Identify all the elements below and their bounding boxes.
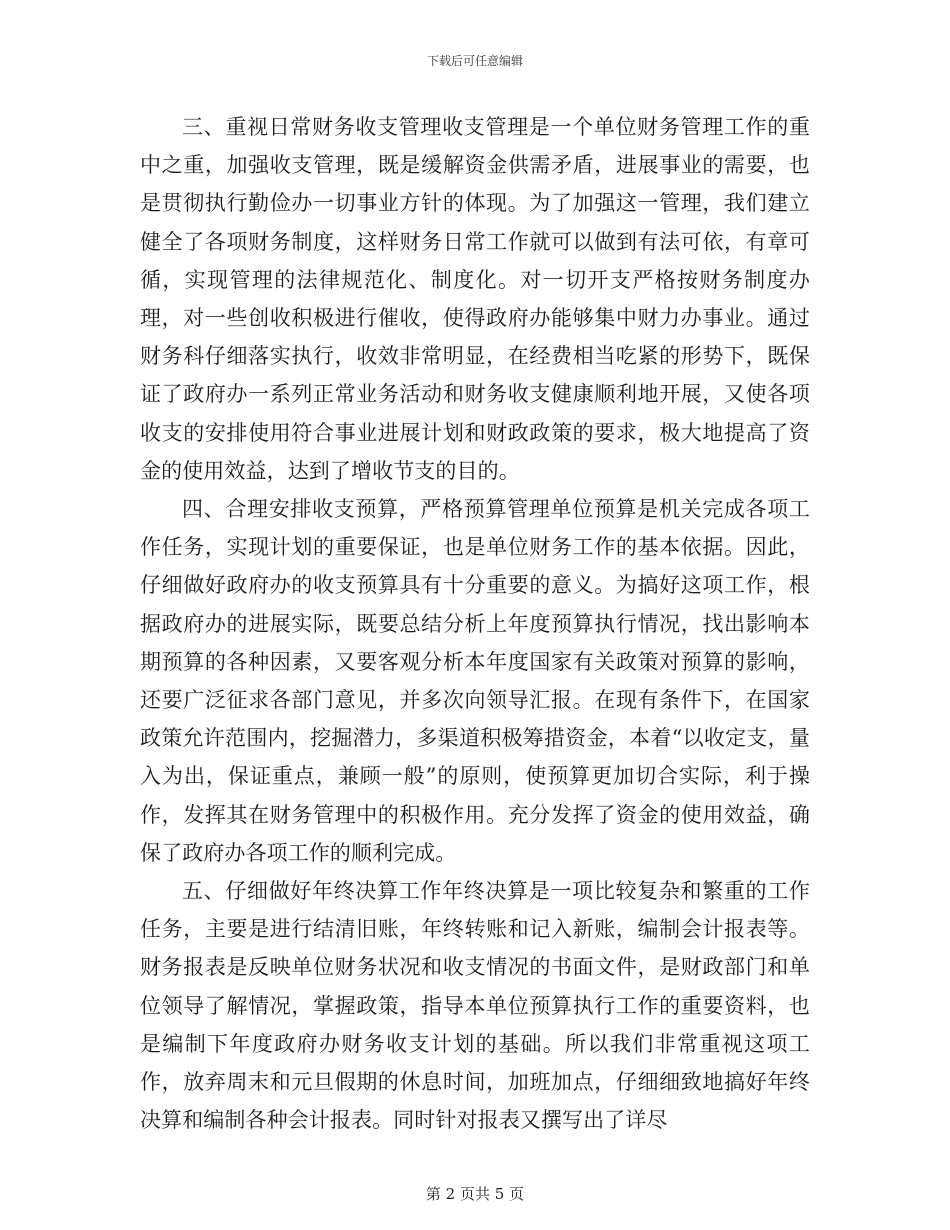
paragraph-section-three: 三、重视日常财务收支管理收支管理是一个单位财务管理工作的重中之重，加强收支管理，既是缓解资金供需矛盾，进展事业的需要，也是贯彻执行勤俭办一切事业方针的体现。为了加强这一管理，我们建立健全了各项财务制度，这样财务日常工作就可以做到有法可依，有章可循，实现管理的法律规范化、制度化。对一切开支严格按财务制度办理，对一些创收积极进行催收，使得政府办能够集中财力办事业。通过财务科仔细落实执行，收效非常明显，在经费相当吃紧的形势下，既保证了政府办一系列正常业务活动和财务收支健康顺利地开展，又使各项收支的安排使用符合事业进展计划和财政政策的要求，极大地提高了资金的使用效益，达到了增收节支的目的。 bbox=[140, 115, 810, 483]
page-number: 第 2 页共 5 页 bbox=[425, 1185, 525, 1203]
document-body bbox=[140, 108, 810, 1139]
paragraph-section-four: 四、合理安排收支预算，严格预算管理单位预算是机关完成各项工作任务，实现计划的重要保证，也是单位财务工作的基本依据。因此，仔细做好政府办的收支预算具有十分重要的意义。为搞好这项工作，根据政府办的进展实际，既要总结分析上年度预算执行情况，找出影响本期预算的各种因素，又要客观分析本年度国家有关政策对预算的影响，还要广泛征求各部门意见，并多次向领导汇报。在现有条件下，在国家政策允许范围内，挖掘潜力，多渠道积极筹措资金，本着“以收定支，量入为出，保证重点，兼顾一般”的原则，使预算更加切合实际，利于操作，发挥其在财务管理中的积极作用。充分发挥了资金的使用效益，确保了政府办各项工作的顺利完成。 bbox=[140, 497, 810, 865]
page-header-note: 下载后可任意编辑 bbox=[426, 54, 523, 68]
paragraph-section-five: 五、仔细做好年终决算工作年终决算是一项比较复杂和繁重的工作任务，主要是进行结清旧账，年终转账和记入新账，编制会计报表等。财务报表是反映单位财务状况和收支情况的书面文件，是财政部门和单位领导了解情况，掌握政策，指导本单位预算执行工作的重要资料，也是编制下年度政府办财务收支计划的基础。所以我们非常重视这项工作，放弃周末和元旦假期的休息时间，加班加点，仔细细致地搞好年终决算和编制各种会计报表。同时针对报表又撰写出了详尽 bbox=[140, 879, 810, 1133]
